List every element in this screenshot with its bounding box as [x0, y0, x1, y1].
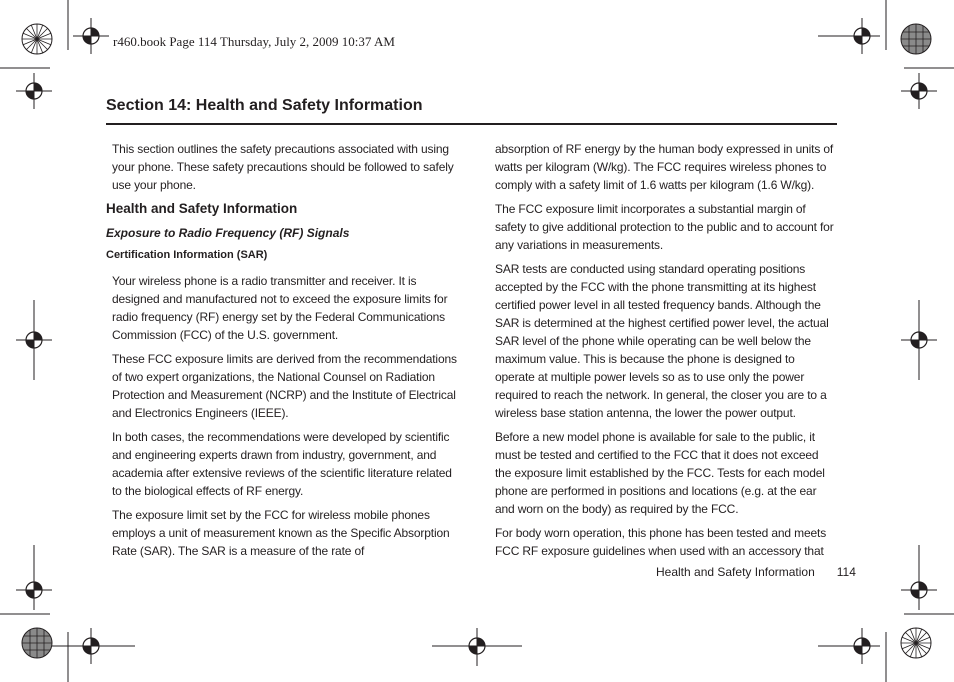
section-title: Section 14: Health and Safety Information	[106, 97, 423, 114]
subheading-rf-signals: Exposure to Radio Frequency (RF) Signals	[106, 226, 350, 240]
body-paragraph: absorption of RF energy by the human body expressed in units of watts per kilogram (W/kg). The FCC requires wireless phones to comply with a safety limit of 1.6 watts per kilogram (1.6 W/kg).	[495, 142, 834, 192]
heading-health-safety: Health and Safety Information	[106, 201, 298, 216]
body-paragraph: For body worn operation, this phone has been tested and meets FCC RF exposure guidelines when used with an accessory that	[495, 526, 827, 558]
body-paragraph: The exposure limit set by the FCC for wireless mobile phones employs a unit of measurement known as the Specific Absorption Rate (SAR). The SAR is a measure of the rate of	[112, 508, 450, 558]
body-paragraph: Your wireless phone is a radio transmitter and receiver. It is designed and manufactured not to exceed the exposure limits for radio frequency (RF) energy set by the Federal Communications Commission (FCC) of the U.S. government.	[112, 274, 448, 342]
title-divider	[106, 123, 837, 125]
body-paragraph: SAR tests are conducted using standard operating positions accepted by the FCC with the phone transmitting at its highest certified power level in all tested frequency bands. Although the SAR is determined at the highest certified power level, the actual SAR level of the phone while operating can be well below the maximum value. This is because the phone is designed to operate at multiple power levels so as to use only the power required to reach the network. In general, the closer you are to a wireless base station antenna, the lower the power output.	[495, 262, 829, 420]
page-number: 114	[836, 565, 856, 579]
print-header: r460.book Page 114 Thursday, July 2, 2009 10:37 AM	[113, 34, 395, 49]
left-column	[106, 140, 460, 566]
footer-section-name: Health and Safety Information	[656, 565, 815, 579]
body-paragraph: In both cases, the recommendations were developed by scientific and engineering experts drawn from industry, government, and academia after extensive reviews of the scientific literature related to the biological effects of RF energy.	[112, 430, 452, 498]
right-column	[495, 140, 837, 566]
body-paragraph: Before a new model phone is available for sale to the public, it must be tested and certified to the FCC that it does not exceed the exposure limit established by the FCC. Tests for each model phone are performed in positions and locations (e.g. at the ear and worn on the body) as required by the FCC.	[495, 430, 825, 516]
body-paragraph: The FCC exposure limit incorporates a substantial margin of safety to give additional protection to the public and to account for any variations in measurements.	[495, 202, 834, 252]
page-footer	[656, 565, 856, 579]
intro-paragraph: This section outlines the safety precautions associated with using your phone. These safety precautions should be followed to safely use your phone.	[112, 142, 454, 192]
subsubheading-sar: Certification Information (SAR)	[106, 249, 268, 261]
body-paragraph: These FCC exposure limits are derived from the recommendations of two expert organizations, the National Counsel on Radiation Protection and Measurement (NCRP) and the Institute of Electrical and Electronics Engineers (IEEE).	[112, 352, 457, 420]
